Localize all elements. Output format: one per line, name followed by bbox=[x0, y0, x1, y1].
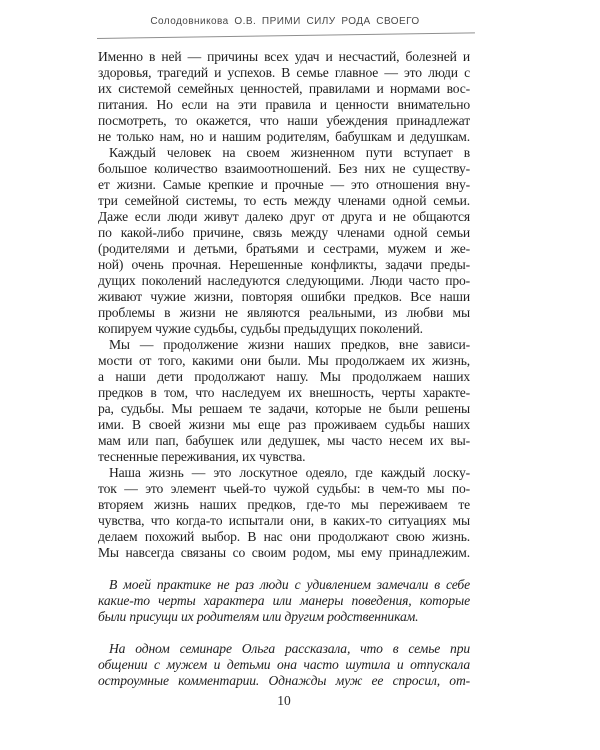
italic-paragraph bbox=[98, 641, 470, 689]
text-line: (родителями и детьми, братьями и сестрами, мужем и же- bbox=[98, 241, 470, 256]
text-line: Каждый человек на своем жизненном пути вступает в bbox=[109, 145, 470, 160]
text-line: мам или пап, бабушек или дедушек, мы часто несем их вы- bbox=[98, 433, 470, 448]
text-line: копируем чужие судьбы, судьбы предыдущих поколений. bbox=[98, 321, 423, 336]
text-line: Наша жизнь — это лоскутное одеяло, где каждый лоску- bbox=[109, 465, 470, 480]
text-line: ра, судьбы. Мы решаем те задачи, которые не были решены bbox=[98, 401, 470, 416]
text-line: живают чужие жизни, повторяя ошибки предков. Все наши bbox=[98, 289, 470, 304]
text-line: питания. Но если на эти правила и ценности внимательно bbox=[98, 97, 470, 112]
text-line: по какой-либо причине, связь между членами одной семьи bbox=[98, 225, 470, 240]
text-line: дущих поколений наследуются следующими. Люди часто про- bbox=[98, 273, 470, 288]
text-line: а наши дети продолжают нашу. Мы продолжаем наших bbox=[98, 369, 470, 384]
text-line: были присущи их родителям или другим родственникам. bbox=[98, 609, 419, 624]
text-line: не только нам, но и нашим родителям, бабушкам и дедушкам. bbox=[98, 129, 470, 144]
text-line: остроумные комментарии. Однажды муж ее спросил, от- bbox=[98, 673, 470, 688]
text-line: проблемы в жизни не являются реальными, из любви мы bbox=[98, 305, 470, 320]
text-line: тесненные переживания, их чувства. bbox=[98, 449, 306, 464]
text-line: какие-то черты характера или манеры поведения, которые bbox=[98, 593, 470, 608]
paragraph bbox=[98, 337, 470, 465]
body-text-block bbox=[98, 49, 470, 689]
text-line: На одном семинаре Ольга рассказала, что в семье при bbox=[109, 641, 470, 656]
text-line: делаем похожий выбор. В нас они продолжают свою жизнь. bbox=[98, 529, 470, 544]
text-line: ими. В своей жизни мы еще раз проживаем судьбы наших bbox=[98, 417, 470, 432]
text-line: В моей практике не раз люди с удивлением замечали в себе bbox=[109, 577, 470, 592]
paragraph bbox=[98, 465, 470, 561]
text-line: ет жизни. Самые крепкие и прочные — это отношения вну- bbox=[98, 177, 470, 192]
italic-paragraph bbox=[98, 577, 470, 625]
text-line: Именно в ней — причины всех удач и несчастий, болезней и bbox=[98, 49, 470, 64]
text-line: ток — это элемент чьей-то чужой судьбы: в чем-то мы по- bbox=[98, 481, 470, 496]
text-line: Мы — продолжение жизни наших предков, вне зависи- bbox=[109, 337, 470, 352]
header-rule-divider bbox=[97, 32, 475, 39]
text-line: чувства, что когда-то испытали они, в каких-то ситуациях мы bbox=[98, 513, 470, 528]
page-number: 10 bbox=[277, 693, 291, 708]
text-line: посмотреть, то окажется, что наши убеждения принадлежат bbox=[98, 113, 470, 128]
text-line: Даже если люди живут далеко друг от друга и не общаются bbox=[98, 209, 470, 224]
text-line: большое количество взаимоотношений. Без них не существу- bbox=[98, 161, 470, 176]
text-line: здоровья, трагедий и успехов. В семье главное — это люди с bbox=[98, 65, 470, 80]
paragraph bbox=[98, 49, 470, 145]
paragraph bbox=[98, 145, 470, 337]
running-header: Солодовникова О.В. ПРИМИ СИЛУ РОДА СВОЕГО bbox=[150, 16, 420, 27]
text-line: Мы навсегда связаны со своим родом, мы ему принадлежим. bbox=[98, 545, 470, 560]
text-line: их системой семейных ценностей, правилами и нормами вос- bbox=[98, 81, 470, 96]
text-line: предков в том, что наследуем их внешность, черты характе- bbox=[98, 385, 470, 400]
text-line: три семейной системы, то есть между членами одной семьи. bbox=[98, 193, 470, 208]
text-line: общении с мужем и детьми она часто шутила и отпускала bbox=[98, 657, 470, 672]
text-line: ной) очень прочная. Нерешенные конфликты, задачи преды- bbox=[98, 257, 470, 272]
text-line: мости от того, какими они были. Мы продолжаем их жизнь, bbox=[98, 353, 470, 368]
text-line: вторяем жизнь наших предков, где-то мы переживаем те bbox=[98, 497, 470, 512]
